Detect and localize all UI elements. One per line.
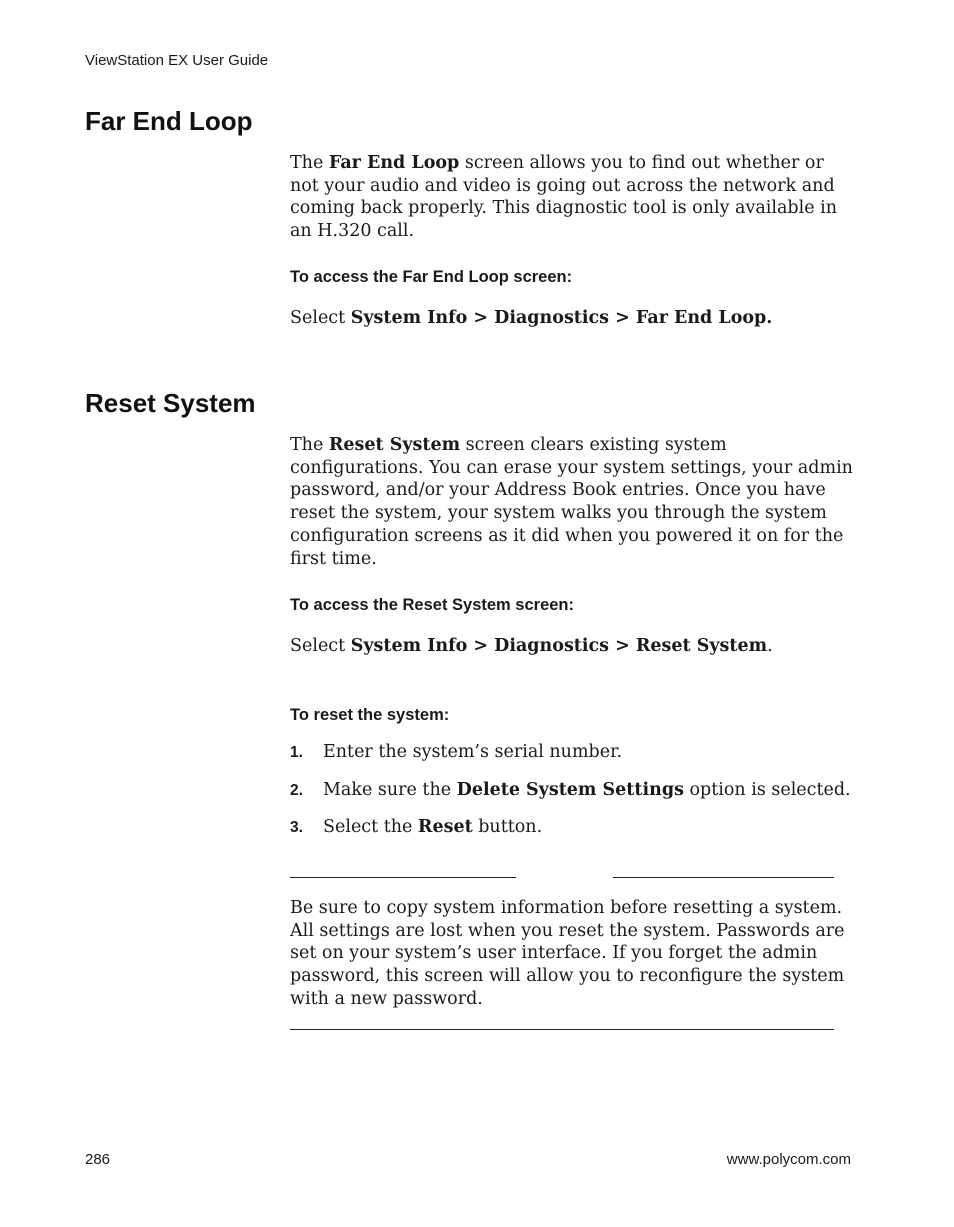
far-end-loop-select-prefix: Select xyxy=(290,308,351,328)
note-top-rule-right xyxy=(613,877,834,878)
step-text-end: button. xyxy=(472,817,543,837)
note-bottom-rule xyxy=(290,1029,834,1030)
far-end-loop-description xyxy=(290,152,855,243)
step-number: 1. xyxy=(290,744,303,761)
reset-system-menu-path xyxy=(290,636,773,656)
step-text: Enter the system’s serial number. xyxy=(323,742,623,762)
page-number: 286 xyxy=(85,1151,111,1168)
step-2 xyxy=(290,780,851,800)
reset-system-select-prefix: Select xyxy=(290,636,351,656)
far-end-loop-select-path: System Info > Diagnostics > Far End Loop. xyxy=(350,308,773,328)
section-heading-far-end-loop: Far End Loop xyxy=(85,106,253,136)
step-button-name: Reset xyxy=(417,817,473,837)
step-1 xyxy=(290,742,622,762)
reset-system-intro-pre: The xyxy=(290,435,329,455)
step-number: 2. xyxy=(290,782,303,799)
far-end-loop-procedure-title: To access the Far End Loop screen: xyxy=(290,268,573,286)
far-end-loop-intro-term: Far End Loop xyxy=(328,153,460,173)
reset-system-description xyxy=(290,434,855,570)
far-end-loop-intro-pre: The xyxy=(290,153,329,173)
step-number: 3. xyxy=(290,819,303,836)
step-text: Make sure the xyxy=(323,780,457,800)
step-3 xyxy=(290,817,542,837)
reset-system-intro-post: screen clears existing system configurations. You can erase your system settings, your admin password, and/or your Address Book entries. Once you have reset the system, your system walks you through the system configuration screens as it did when you powered it on for the first time. xyxy=(290,435,853,569)
note-top-rule-left xyxy=(290,877,516,878)
step-text: Select the xyxy=(323,817,418,837)
step-text-end: option is selected. xyxy=(683,780,851,800)
section-heading-reset-system: Reset System xyxy=(85,388,256,418)
reset-system-select-path: System Info > Diagnostics > Reset System xyxy=(350,636,768,656)
reset-system-select-suffix: . xyxy=(767,636,773,656)
reset-system-intro-term: Reset System xyxy=(328,435,461,455)
reset-system-procedure-title: To access the Reset System screen: xyxy=(290,596,575,614)
note-text: Be sure to copy system information before resetting a system. All settings are lost when you reset the system. Passwords are set on your system’s user interface. If you forget the admin password, this screen will allow you to reconfigure the system with a new password. xyxy=(290,898,845,1009)
step-option-name: Delete System Settings xyxy=(456,780,684,800)
far-end-loop-menu-path xyxy=(290,308,772,328)
reset-procedure-title: To reset the system: xyxy=(290,706,450,724)
far-end-loop-intro-post: screen allows you to find out whether or not your audio and video is going out across the network and coming back properly. This diagnostic tool is only available in an H.320 call. xyxy=(290,153,838,242)
running-header: ViewStation EX User Guide xyxy=(85,52,269,69)
footer-website: www.polycom.com xyxy=(726,1151,851,1168)
